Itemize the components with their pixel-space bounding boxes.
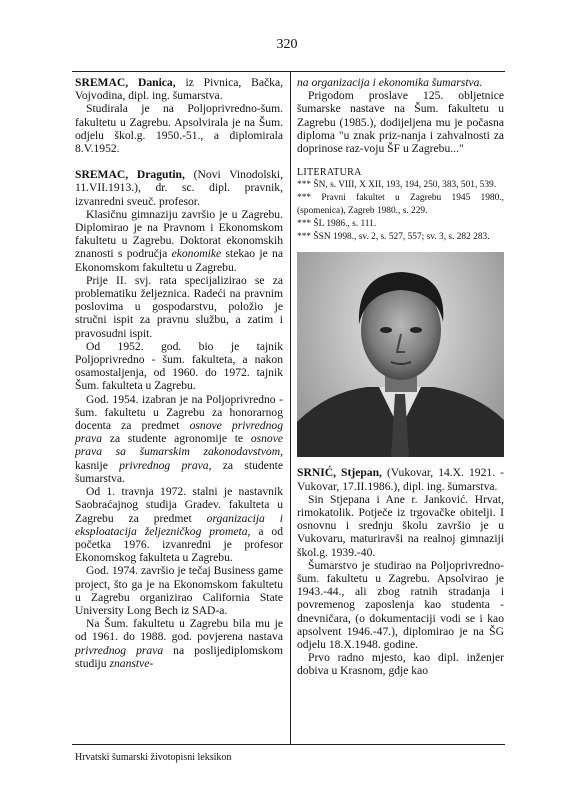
paragraph: Na Šum. fakultetu u Zagrebu bila mu je od 1961. do 1988. god. povjerena nastava privrednog prava na poslijediplomskom studiju znanstve- [75,617,284,670]
paragraph: Od 1952. god. bio je tajnik Poljoprivredno - šum. fakulteta, a nakon osamostaljenja, od 1960. do 1972. tajnik Šum. fakulteta u Zagrebu. [75,339,283,393]
paragraph: Šumarstvo je studirao na Poljoprivredno-šum. fakultetu u Zagrebu. Apsolvirao je 1943.-44., ali zbog ratnih stradanja i povremenog zaposlenja kao studenta -dnevničara, (o dokumentaciji vodi se i kao apsolvent 1946.-47.), diplomirao je na ŠG odjelu 18.X.1948. godine. [297,558,504,652]
paragraph: Prvo radno mjesto, kao dipl. inženjer dobiva u Krasnom, gdje kao [297,651,504,678]
paragraph: Od 1. travnja 1972. stalni je nastavnik Saobraćajnog studija Gradev. fakulteta u Zagrebu za predmet organizacija i eksploatacija željezničkog prometa, a od početka 1976. izvanredni je profesor Ekonomskog fakulteta u Zagrebu. [75,485,283,565]
literature-item: *** ŠSN 1998., sv. 2, s. 527, 557; sv. 3, s. 282 283. [297,232,490,243]
footer-title: Hrvatski šumarski životopisni leksikon [75,752,232,763]
column-divider [290,71,291,744]
bottom-rule [72,744,505,745]
entry-sremac-dragutin-heading: SREMAC, Dragutin, (Novi Vinodolski, 11.VII.1913.), dr. sc. dipl. pravnik, izvanredni sveuč. profesor. [75,168,283,208]
literature-heading: LITERATURA [297,167,362,179]
entry-sremac-danica-heading: SREMAC, Danica, iz Pivnica, Bačka, Vojvodina, dipl. ing. šumarstva. [75,76,283,103]
left-column [75,76,283,670]
portrait-photo [297,252,504,457]
literature-item: *** Pravni fakultet u Zagrebu 1945 1980., (spomenica), Zagreb 1980., s. 229. [297,193,504,217]
paragraph: Klasičnu gimnaziju završio je u Zagrebu. Diplomirao je na Pravnom i Ekonomskom fakultetu u Zagrebu. Doktorat ekonomskih znanosti s područja ekonomike stekao je na Ekonomskom fakultetu u Zagrebu. [75,207,283,274]
paragraph: Prije II. svj. rata specijalizirao se za problematiku željeznica. Radeći na pravnim poslovima u gospodarstvu, položio je stručni ispit za pravnu službu, a zatim i pravosudni ispit. [75,273,283,340]
entry-srnic-stjepan-heading: SRNIĆ, Stjepan, (Vukovar, 14.X. 1921. - Vukovar, 17.II.1986.), dipl. ing. šumarstva. [297,466,504,493]
portrait-illustration [297,252,504,457]
paragraph: God. 1954. izabran je na Poljoprivredno - šum. fakultetu u Zagrebu za honorarnog docenta za predmet osnove privrednog prava za studente agronomije te osnove prava sa šumarskim zakonodavstvom, kasnije privrednog prava, za studente šumarstva. [75,392,284,485]
top-rule [72,71,505,72]
entry-name: SRNIĆ, Stjepan, [297,466,382,480]
page-number: 320 [276,37,298,52]
paragraph-continued: na organizacija i ekonomika šumarstva. [297,76,483,89]
paragraph: God. 1974. završio je tečaj Business game project, što ga je na Ekonomskom fakultetu u Zagrebu organizirao California State University Long Bech iz SAD-a. [75,564,283,617]
literature-item: *** ŠN, s. VIII, X XII, 193, 194, 250, 383, 501, 539. [297,180,497,191]
paragraph: Studirala je na Poljoprivredno-šum. fakultetu u Zagrebu. Apsolvirala je na Šum. odjelu škol.g. 1950.-51., a diplomirala 8.V.1952. [75,102,283,156]
entry-name: SREMAC, Danica, [75,76,176,89]
paragraph: Sin Stjepana i Ane r. Janković. Hrvat, rimokatolik. Potječe iz trgovačke obitelji. I osnovnu i srednju školu završio je u Vukovaru, maturiravši na realnoj gimnaziji škol.g. 1939.-40. [297,492,504,559]
entry-name: SREMAC, Dragutin, [75,168,185,182]
right-column [297,76,504,678]
literature-item: *** ŠL 1986., s. 111. [297,219,377,230]
paragraph: Prigodom proslave 125. obljetnice šumarske nastave na Šum. fakultetu u Zagrebu (1985.), dodijeljena mu je počasna diploma "u znak priz-nanja i zahvalnosti za doprinose raz-voju ŠF u Zagrebu..." [297,89,504,156]
